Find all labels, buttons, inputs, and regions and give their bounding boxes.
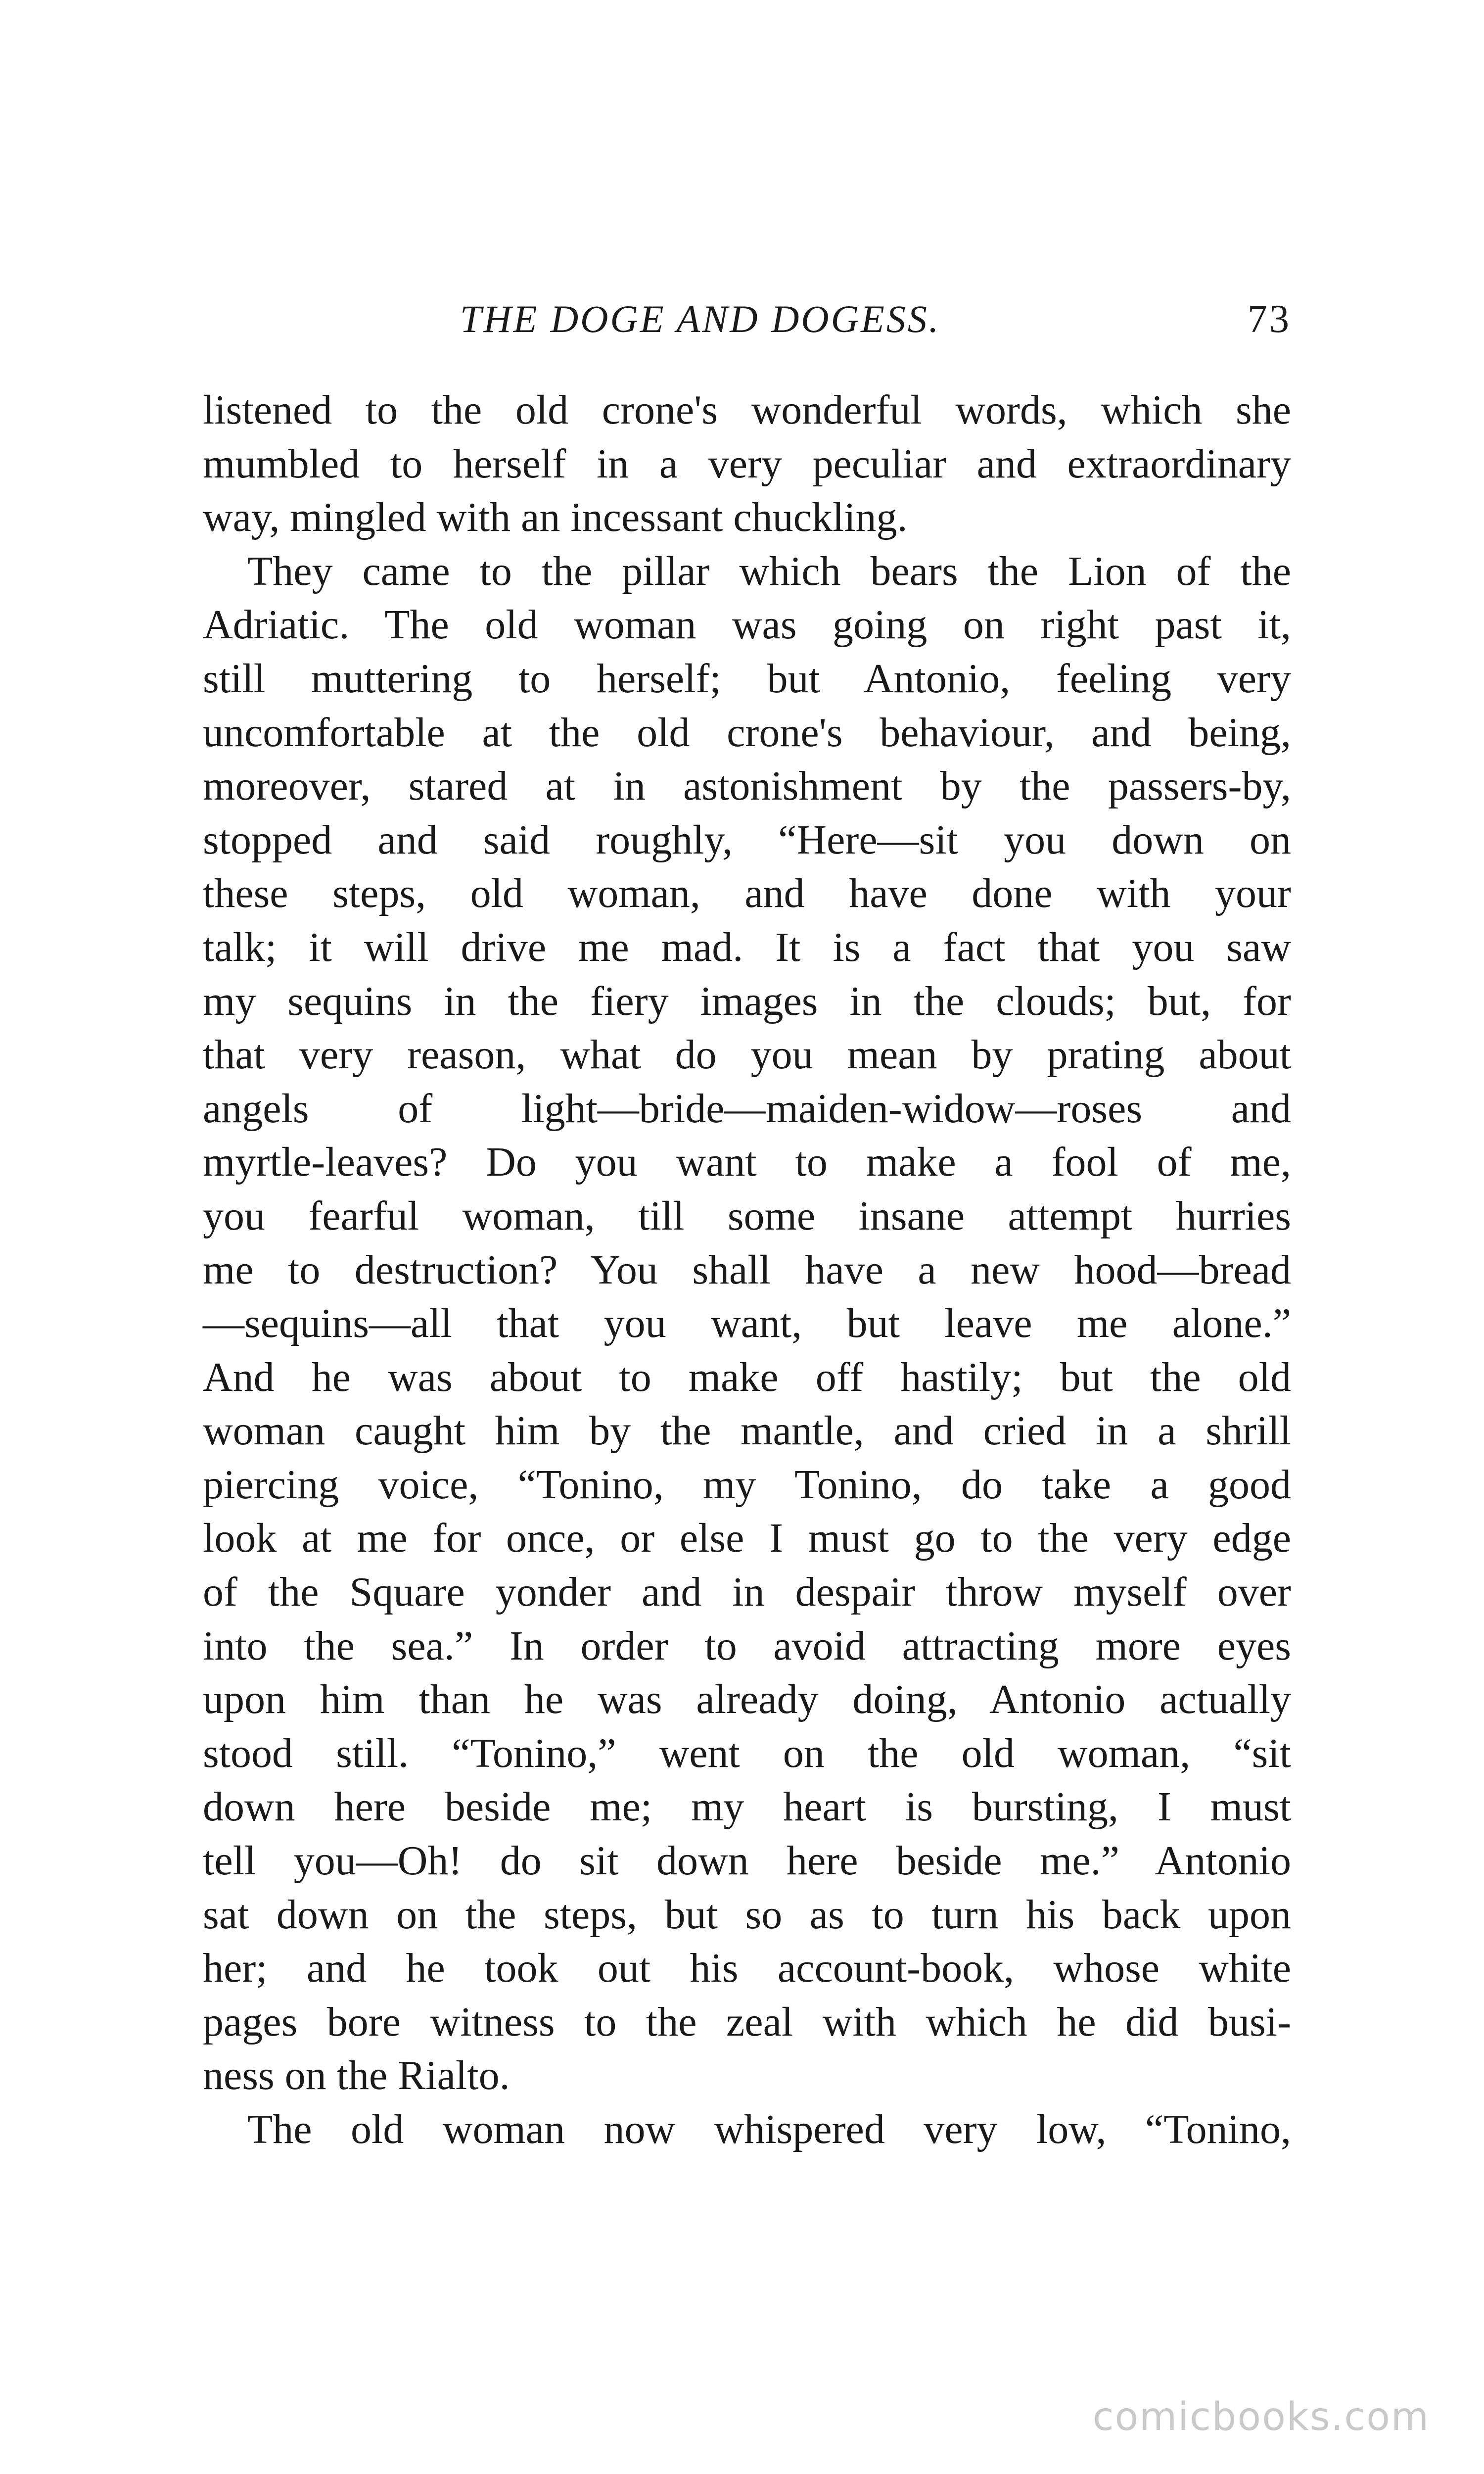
text-line: me to destruction? You shall have a new hood—bread bbox=[203, 1246, 1291, 1293]
text-line: of the Square yonder and in despair throw myself over bbox=[203, 1569, 1291, 1616]
text-line: upon him than he was already doing, Antonio actually bbox=[203, 1676, 1291, 1723]
text-line: these steps, old woman, and have done with your bbox=[203, 870, 1291, 917]
text-line: piercing voice, “Tonino, my Tonino, do take a good bbox=[203, 1461, 1291, 1508]
running-head bbox=[203, 297, 1291, 351]
text-line: my sequins in the fiery images in the clouds; but, for bbox=[203, 978, 1291, 1024]
text-line: angels of light—bride—maiden-widow—roses and bbox=[203, 1085, 1291, 1132]
text-line: sat down on the steps, but so as to turn his back upon bbox=[203, 1891, 1291, 1938]
body-text bbox=[203, 383, 1291, 2157]
text-line: look at me for once, or else I must go to the very edge bbox=[203, 1515, 1291, 1562]
text-line: They came to the pillar which bears the Lion of the bbox=[247, 548, 1291, 594]
text-line: stood still. “Tonino,” went on the old woman, “sit bbox=[203, 1730, 1291, 1776]
text-line: stopped and said roughly, “Here—sit you down on bbox=[203, 816, 1291, 863]
text-line: mumbled to herself in a very peculiar and extraordinary bbox=[203, 440, 1291, 487]
running-title: THE DOGE AND DOGESS. bbox=[460, 297, 941, 340]
page-number: 73 bbox=[1248, 297, 1291, 341]
text-line: listened to the old crone's wonderful words, which she bbox=[203, 387, 1291, 433]
text-line: moreover, stared at in astonishment by the passers-by, bbox=[203, 763, 1291, 809]
text-line: you fearful woman, till some insane attempt hurries bbox=[203, 1192, 1291, 1239]
text-line: And he was about to make off hastily; but the old bbox=[203, 1354, 1291, 1400]
text-line: —sequins—all that you want, but leave me alone.” bbox=[203, 1300, 1291, 1347]
text-line: down here beside me; my heart is bursting, I must bbox=[203, 1784, 1291, 1830]
text-line: her; and he took out his account-book, whose white bbox=[203, 1945, 1291, 1992]
text-line: still muttering to herself; but Antonio, feeling very bbox=[203, 655, 1291, 702]
text-line: The old woman now whispered very low, “Tonino, bbox=[247, 2106, 1291, 2152]
text-line: woman caught him by the mantle, and cried in a shrill bbox=[203, 1408, 1291, 1454]
text-line: tell you—Oh! do sit down here beside me.” Antonio bbox=[203, 1838, 1291, 1884]
text-line: ness on the Rialto. bbox=[203, 2052, 510, 2099]
text-line: talk; it will drive me mad. It is a fact that you saw bbox=[203, 924, 1291, 970]
text-line: Adriatic. The old woman was going on right past it, bbox=[203, 602, 1291, 648]
text-line: myrtle-leaves? Do you want to make a fool of me, bbox=[203, 1139, 1291, 1186]
text-line: into the sea.” In order to avoid attracting more eyes bbox=[203, 1622, 1291, 1669]
watermark: comicbooks.com bbox=[1092, 2395, 1430, 2439]
text-line: way, mingled with an incessant chuckling. bbox=[203, 494, 908, 541]
text-line: uncomfortable at the old crone's behaviour, and being, bbox=[203, 709, 1291, 756]
text-line: pages bore witness to the zeal with which he did busi- bbox=[203, 1998, 1291, 2045]
text-line: that very reason, what do you mean by prating about bbox=[203, 1032, 1291, 1078]
